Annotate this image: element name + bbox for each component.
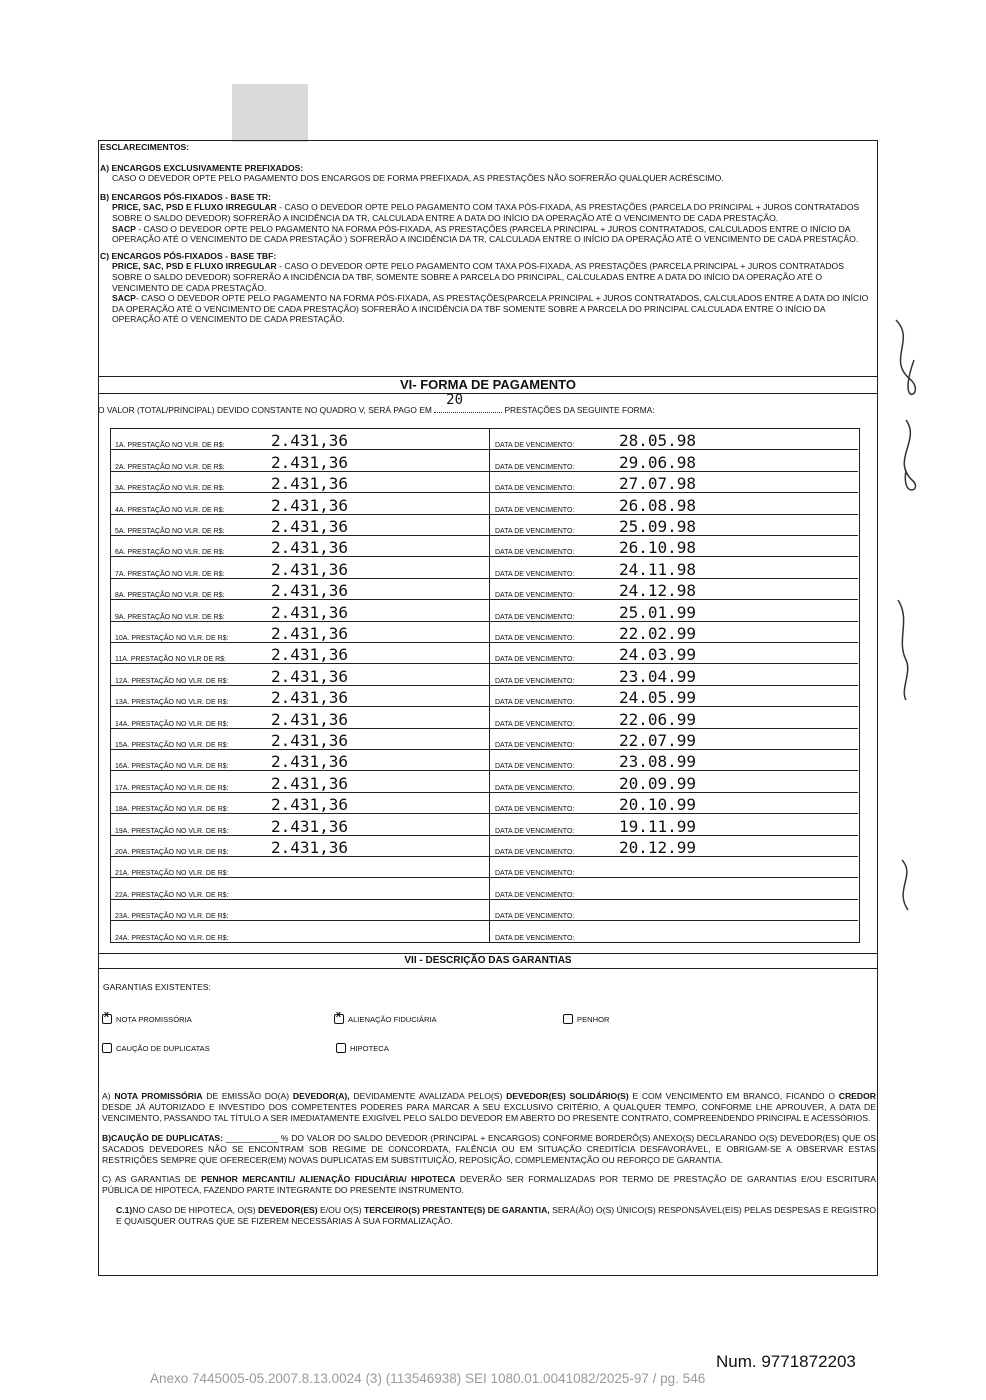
table-row <box>111 750 858 771</box>
table-row <box>111 515 858 536</box>
installment-amount: 2.431,36 <box>271 709 349 729</box>
clause-b <box>102 1133 876 1167</box>
clause-b-bold: B)CAUÇÃO DE DUPLICATAS: <box>102 1132 224 1143</box>
installment-amount: 2.431,36 <box>271 516 349 536</box>
due-date-value: 23.04.99 <box>619 666 697 686</box>
guarantee-clauses <box>102 1091 876 1227</box>
due-date-label: DATA DE VENCIMENTO: <box>495 827 575 835</box>
section-b2-bold: SACP <box>112 223 136 234</box>
checkbox-hipoteca[interactable] <box>336 1043 346 1053</box>
payment-section-title: VI- FORMA DE PAGAMENTO <box>99 376 877 394</box>
installment-amount: 2.431,36 <box>271 795 349 815</box>
clause-a-bold: CREDOR <box>838 1091 876 1101</box>
due-date-label: DATA DE VENCIMENTO: <box>495 592 575 600</box>
explanations-heading: ESCLARECIMENTOS: <box>100 142 190 152</box>
section-c1-body: - CASO O DEVEDOR OPTE PELO PAGAMENTO COM TAXA PÓS-FIXADA, AS PRESTAÇÕES (PARCELA PRINCIPAL + JUROS CONTRATADOS SOBRE O SALDO DEVEDOR) SOFRERÃO A INCIDÊNCIA DA TBF, SOMENTE SOBRE A PARCELA DO PRINCIPAL, CALCULADAS ENTRE A DATA DO INÍCIO DA OPERAÇÃO ATÉ O VENCIMENTO DE CADA PRESTAÇÃO. <box>112 261 844 293</box>
due-date-value: 22.07.99 <box>619 730 697 750</box>
due-date-value: 22.06.99 <box>619 709 697 729</box>
guarantee-nota-promissoria <box>102 1014 192 1024</box>
table-row <box>111 878 858 899</box>
section-b1-bold: PRICE, SAC, PSD E FLUXO IRREGULAR <box>112 202 277 213</box>
installment-count: 20 <box>446 392 463 408</box>
table-row <box>111 814 858 835</box>
due-date-value: 29.06.98 <box>619 452 697 472</box>
margin-signature-marks <box>876 300 936 1000</box>
due-date-label: DATA DE VENCIMENTO: <box>495 870 575 878</box>
clause-a-part: DEVIDAMENTE AVALIZADA PELO(S) <box>349 1091 507 1101</box>
due-date-label: DATA DE VENCIMENTO: <box>495 613 575 621</box>
section-c2-body: - CASO O DEVEDOR OPTE PELO PAGAMENTO NA FORMA PÓS-FIXADA, AS PRESTAÇÕES(PARCELA PRINCIPAL + JUROS CONTRATADOS, CALCULADOS ENTRE A DATA DO INÍCIO DA OPERAÇÃO ATÉ O VENCIMENTO DE CADA PRESTAÇÃO) SOFRERÃO A INCIDÊNCIA DA TBF SOMENTE SOBRE A PARCELA DO PRINCIPAL CALCULADA ENTRE O INÍCIO DA OPERAÇÃO ATÉ O VENCIMENTO DE CADA PRESTAÇÃO. <box>112 293 869 325</box>
document-reference: Anexo 7445005-05.2007.8.13.0024 (3) (113546938) SEI 1080.01.0041082/2025-97 / pg. 546 <box>150 1371 706 1386</box>
installment-amount: 2.431,36 <box>271 773 349 793</box>
section-b2-body: - CASO O DEVEDOR OPTE PELO PAGAMENTO NA FORMA PÓS-FIXADA, AS PRESTAÇÕES (PARCELA PRINCIPAL + JUROS CONTRATADOS, CALCULADOS ENTRE O INÍCIO DA OPERAÇÃO ATÉ O VENCIMENTO DE CADA PRESTAÇÃO ) SOFRERÃO A INCIDÊNCIA DA TR, CALCULADA ENTRE O INÍCIO DA OPERAÇÃO ATÉ O VENCIMENTO DE CADA PRESTAÇÃO. <box>112 223 859 245</box>
installment-amount: 2.431,36 <box>271 431 349 451</box>
table-row <box>111 729 858 750</box>
table-row <box>111 450 858 471</box>
due-date-label: DATA DE VENCIMENTO: <box>495 934 575 942</box>
table-row <box>111 493 858 514</box>
clause-a-part: A) <box>102 1091 115 1101</box>
clause-a-part: DE EMISSÃO DO(A) <box>202 1091 293 1101</box>
due-date-value: 27.07.98 <box>619 474 697 494</box>
installment-label: 5A. PRESTAÇÃO NO VLR. DE R$: <box>115 527 225 535</box>
table-row <box>111 771 858 792</box>
due-date-label: DATA DE VENCIMENTO: <box>495 527 575 535</box>
installment-label: 7A. PRESTAÇÃO NO VLR. DE R$: <box>115 570 225 578</box>
clause-c1-bold: C.1) <box>116 1204 133 1215</box>
table-row <box>111 793 858 814</box>
table-row <box>111 429 858 450</box>
clause-c-part: C) AS GARANTIAS DE <box>102 1174 202 1185</box>
due-date-label: DATA DE VENCIMENTO: <box>495 913 575 921</box>
installment-label: 15A. PRESTAÇÃO NO VLR. DE R$: <box>115 741 229 749</box>
installment-label: 20A. PRESTAÇÃO NO VLR. DE R$: <box>115 848 229 856</box>
section-a-title: A) ENCARGOS EXCLUSIVAMENTE PREFIXADOS: <box>100 162 304 173</box>
installment-amount: 2.431,36 <box>271 752 349 772</box>
due-date-label: DATA DE VENCIMENTO: <box>495 442 575 450</box>
installment-amount: 2.431,36 <box>271 559 349 579</box>
clause-b-part: ___________ % DO VALOR DO SALDO DEVEDOR (PRINCIPAL + ENCARGOS) CONFORME BORDERÔ(S) ANEXO(S) DECLARANDO O(S) DEVEDOR(ES) QUE OS SACADOS DEVEDORES NÃO SE ENCONTRAM SOB REGIME DE CONCORDATA, FALÊNCIA OU EM SITUAÇÃO CREDITÍCIA DESFAVORÁVEL, E OBRIGAM-SE A OBSERVAR ESTAS RESTRIÇÕES SEMPRE QUE OFERECER(EM) NOVAS DUPLICATAS EM SUBSTITUIÇÃO, REPOSIÇÃO, COMPLEMENTAÇÃO OU REFORÇO DE GARANTIA. <box>102 1132 876 1166</box>
due-date-label: DATA DE VENCIMENTO: <box>495 463 575 471</box>
clause-a-bold: DEVEDOR(ES) SOLIDÁRIO(S) <box>506 1091 629 1101</box>
section-b-title: B) ENCARGOS PÓS-FIXADOS - BASE TR: <box>100 191 271 202</box>
section-c1-bold: PRICE, SAC, PSD E FLUXO IRREGULAR <box>112 261 277 272</box>
installment-label: 16A. PRESTAÇÃO NO VLR. DE R$: <box>115 763 229 771</box>
due-date-label: DATA DE VENCIMENTO: <box>495 570 575 578</box>
guarantee-label: HIPOTECA <box>350 1044 389 1053</box>
section-b2-text <box>100 224 876 245</box>
installment-label: 24A. PRESTAÇÃO NO VLR. DE R$: <box>115 934 229 942</box>
checkbox-alienacao-fiduciaria[interactable] <box>334 1014 344 1024</box>
due-date-value: 28.05.98 <box>619 431 697 451</box>
installment-label: 17A. PRESTAÇÃO NO VLR. DE R$: <box>115 784 229 792</box>
checkbox-nota-promissoria[interactable] <box>102 1014 112 1024</box>
section-b1-text <box>100 202 876 223</box>
due-date-value: 23.08.99 <box>619 752 697 772</box>
clause-c1-part: SERÁ(ÃO) O(S) ÚNICO(S) RESPONSÁVEL(EIS) PELAS DESPESAS E REGISTRO E QUAISQUER OUTRAS QUE SE FIZEREM NECESSÁRIAS À SUA FORMALIZAÇÃO. <box>116 1204 877 1226</box>
due-date-value: 26.08.98 <box>619 495 697 515</box>
due-date-value: 20.10.99 <box>619 795 697 815</box>
due-date-label: DATA DE VENCIMENTO: <box>495 720 575 728</box>
clause-c <box>102 1174 876 1196</box>
installment-amount: 2.431,36 <box>271 816 349 836</box>
due-date-label: DATA DE VENCIMENTO: <box>495 634 575 642</box>
installment-amount: 2.431,36 <box>271 452 349 472</box>
due-date-value: 25.01.99 <box>619 602 697 622</box>
clause-c-part: DEVERÃO SER FORMALIZADAS POR TERMO DE PRESTAÇÃO DE GARANTIAS E/OU ESCRITURA PÚBLICA DE HIPOTECA, FAZENDO PARTE INTEGRANTE DO PRESENTE INSTRUMENTO. <box>102 1174 876 1196</box>
guarantee-alienacao-fiduciaria <box>334 1014 437 1024</box>
installment-amount: 2.431,36 <box>271 474 349 494</box>
installment-label: 21A. PRESTAÇÃO NO VLR. DE R$: <box>115 870 229 878</box>
checkbox-caucao-duplicatas[interactable] <box>102 1043 112 1053</box>
clause-a-part: E COM VENCIMENTO EM BRANCO, FICANDO O <box>628 1091 839 1101</box>
payment-intro-before: O VALOR (TOTAL/PRINCIPAL) DEVIDO CONSTANTE NO QUADRO V, SERÁ PAGO EM <box>98 405 432 415</box>
guarantee-hipoteca <box>336 1043 389 1053</box>
table-row <box>111 472 858 493</box>
due-date-value: 24.11.98 <box>619 559 697 579</box>
due-date-label: DATA DE VENCIMENTO: <box>495 848 575 856</box>
due-date-value: 20.12.99 <box>619 837 697 857</box>
due-date-label: DATA DE VENCIMENTO: <box>495 677 575 685</box>
due-date-value: 25.09.98 <box>619 516 697 536</box>
installment-label: 6A. PRESTAÇÃO NO VLR. DE R$: <box>115 549 225 557</box>
due-date-value: 24.03.99 <box>619 645 697 665</box>
existing-guarantees-label: GARANTIAS EXISTENTES: <box>103 982 211 992</box>
payment-intro <box>98 392 655 415</box>
installment-amount: 2.431,36 <box>271 666 349 686</box>
checkbox-penhor[interactable] <box>563 1014 573 1024</box>
due-date-value: 19.11.99 <box>619 816 697 836</box>
table-row <box>111 600 858 621</box>
table-row <box>111 900 858 921</box>
installment-label: 2A. PRESTAÇÃO NO VLR. DE R$: <box>115 463 225 471</box>
installment-amount: 2.431,36 <box>271 837 349 857</box>
due-date-value: 24.12.98 <box>619 581 697 601</box>
installment-label: 9A. PRESTAÇÃO NO VLR. DE R$: <box>115 613 225 621</box>
installment-amount: 2.431,36 <box>271 581 349 601</box>
due-date-label: DATA DE VENCIMENTO: <box>495 806 575 814</box>
clause-c1-bold: TERCEIRO(S) PRESTANTE(S) DE GARANTIA, <box>364 1204 550 1215</box>
installment-count-field <box>434 392 502 413</box>
document-number: Num. 9771872203 <box>716 1352 856 1371</box>
installment-label: 3A. PRESTAÇÃO NO VLR. DE R$: <box>115 485 225 493</box>
table-row <box>111 857 858 878</box>
table-row <box>111 686 858 707</box>
due-date-label: DATA DE VENCIMENTO: <box>495 891 575 899</box>
installment-label: 22A. PRESTAÇÃO NO VLR. DE R$: <box>115 891 229 899</box>
table-row <box>111 707 858 728</box>
due-date-value: 20.09.99 <box>619 773 697 793</box>
payment-intro-after: PRESTAÇÕES DA SEGUINTE FORMA: <box>504 405 655 415</box>
due-date-value: 24.05.99 <box>619 688 697 708</box>
guarantee-penhor <box>563 1014 610 1024</box>
table-row <box>111 836 858 857</box>
installment-amount: 2.431,36 <box>271 538 349 558</box>
clause-a-part: DESDE JÁ AUTORIZADO E INVESTIDO DOS COMPETENTES PODERES PARA MARCAR A SEU EXCLUSIVO CRITÉRIO, A QUALQUER TEMPO, CONFORME LHE APROUVER, A DATA DE VENCIMENTO, PASSANDO TAL TÍTULO A SER IMEDIATAMENTE EXIGÍVEL PELO SALDO DEVEDOR EM ABERTO DO PRESENTE CONTRATO, COMPREENDENDO PRINCIPAL E ACESSÓRIOS. <box>102 1102 876 1124</box>
due-date-label: DATA DE VENCIMENTO: <box>495 656 575 664</box>
clause-a <box>102 1091 876 1125</box>
due-date-value: 26.10.98 <box>619 538 697 558</box>
clause-c1-part: NO CASO DE HIPOTECA, O(S) <box>132 1204 258 1215</box>
due-date-label: DATA DE VENCIMENTO: <box>495 763 575 771</box>
table-row <box>111 921 858 942</box>
guarantee-caucao-duplicatas <box>102 1043 210 1053</box>
clause-a-bold: DEVEDOR(A), <box>292 1091 350 1101</box>
installment-label: 19A. PRESTAÇÃO NO VLR. DE R$: <box>115 827 229 835</box>
due-date-value: 22.02.99 <box>619 623 697 643</box>
table-row <box>111 643 858 664</box>
due-date-label: DATA DE VENCIMENTO: <box>495 549 575 557</box>
guarantee-label: CAUÇÃO DE DUPLICATAS <box>116 1044 210 1053</box>
redaction-blot <box>232 84 308 142</box>
clause-c-bold: PENHOR MERCANTIL/ ALIENAÇÃO FIDUCIÁRIA/ HIPOTECA <box>201 1174 456 1185</box>
section-c1-text <box>100 261 876 293</box>
table-row <box>111 622 858 643</box>
installment-label: 12A. PRESTAÇÃO NO VLR. DE R$: <box>115 677 229 685</box>
installments-table <box>110 428 860 943</box>
installment-amount: 2.431,36 <box>271 602 349 622</box>
installment-label: 14A. PRESTAÇÃO NO VLR. DE R$: <box>115 720 229 728</box>
guarantee-label: NOTA PROMISSÓRIA <box>116 1015 192 1024</box>
clause-c1-part: E/OU O(S) <box>317 1204 365 1215</box>
due-date-label: DATA DE VENCIMENTO: <box>495 699 575 707</box>
installment-label: 23A. PRESTAÇÃO NO VLR. DE R$: <box>115 913 229 921</box>
installment-label: 11A. PRESTAÇÃO NO VLR DE R$: <box>115 656 226 664</box>
installment-amount: 2.431,36 <box>271 495 349 515</box>
section-c2-text <box>100 293 876 325</box>
guarantees-section-title: VII - DESCRIÇÃO DAS GARANTIAS <box>99 953 877 969</box>
clause-a-bold: NOTA PROMISSÓRIA <box>114 1091 203 1101</box>
table-row <box>111 557 858 578</box>
table-row <box>111 664 858 685</box>
section-c-title: C) ENCARGOS PÓS-FIXADOS - BASE TBF: <box>100 250 277 261</box>
guarantee-label: PENHOR <box>577 1015 610 1024</box>
table-row <box>111 579 858 600</box>
installment-label: 10A. PRESTAÇÃO NO VLR. DE R$: <box>115 634 229 642</box>
explanations-section <box>100 142 876 325</box>
table-row <box>111 536 858 557</box>
guarantee-label: ALIENAÇÃO FIDUCIÁRIA <box>348 1015 437 1024</box>
section-b1-body: - CASO O DEVEDOR OPTE PELO PAGAMENTO COM TAXA PÓS-FIXADA, AS PRESTAÇÕES (PARCELA DO PRINCIPAL + JUROS CONTRATADOS SOBRE O SALDO DEVEDOR) SOFRERÃO A INCIDÊNCIA DA TR, CALCULADA ENTRE A DATA DO INÍCIO DA OPERAÇÃO ATÉ O VENCIMENTO DE CADA PRESTAÇÃO. <box>112 202 860 223</box>
due-date-label: DATA DE VENCIMENTO: <box>495 784 575 792</box>
installment-label: 8A. PRESTAÇÃO NO VLR. DE R$: <box>115 592 225 600</box>
due-date-label: DATA DE VENCIMENTO: <box>495 741 575 749</box>
installment-label: 1A. PRESTAÇÃO NO VLR. DE R$: <box>115 442 225 450</box>
installment-label: 13A. PRESTAÇÃO NO VLR. DE R$: <box>115 699 229 707</box>
installment-label: 4A. PRESTAÇÃO NO VLR. DE R$: <box>115 506 225 514</box>
installment-amount: 2.431,36 <box>271 645 349 665</box>
clause-c1 <box>102 1205 876 1227</box>
clause-c1-bold: DEVEDOR(ES) <box>257 1204 318 1215</box>
installment-amount: 2.431,36 <box>271 623 349 643</box>
due-date-label: DATA DE VENCIMENTO: <box>495 506 575 514</box>
due-date-label: DATA DE VENCIMENTO: <box>495 485 575 493</box>
installment-amount: 2.431,36 <box>271 730 349 750</box>
installment-label: 18A. PRESTAÇÃO NO VLR. DE R$: <box>115 806 229 814</box>
section-a-text: CASO O DEVEDOR OPTE PELO PAGAMENTO DOS ENCARGOS DE FORMA PREFIXADA, AS PRESTAÇÕES NÃO SOFRERÃO QUALQUER ACRÉSCIMO. <box>112 173 724 184</box>
installment-amount: 2.431,36 <box>271 688 349 708</box>
section-c2-bold: SACP <box>112 293 136 304</box>
